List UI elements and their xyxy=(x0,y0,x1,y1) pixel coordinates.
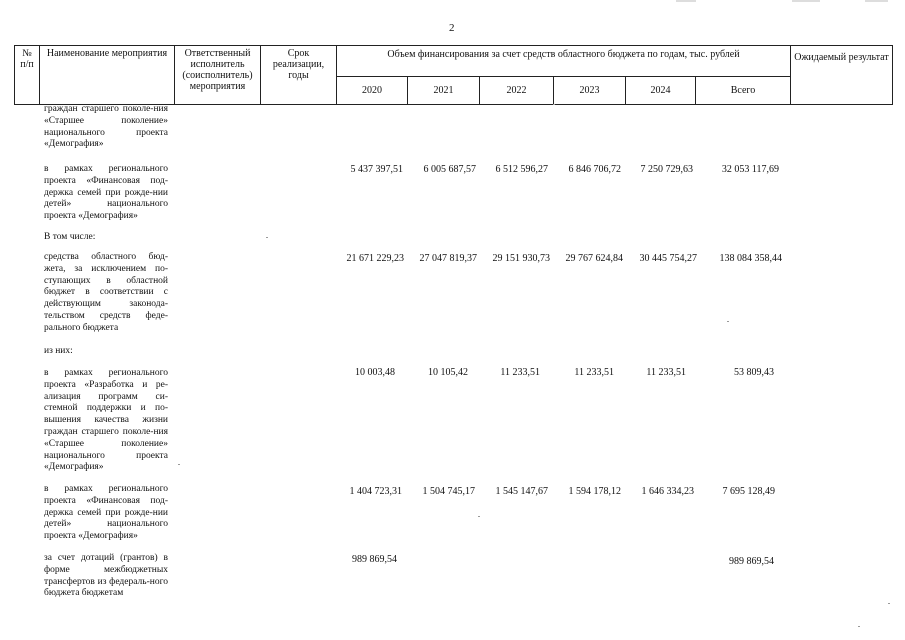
cell-2022: 6 512 596,27 xyxy=(495,164,548,175)
cell-2024: 11 233,51 xyxy=(646,367,686,378)
scan-speck xyxy=(266,237,268,238)
header-year-total: Всего xyxy=(696,77,791,105)
cell-2024: 7 250 729,63 xyxy=(640,164,693,175)
header-col-funding: Объем финансирования за счет средств областного бюджета по годам, тыс. рублей xyxy=(337,46,791,77)
cell-2023: 6 846 706,72 xyxy=(568,164,621,175)
cell-total: 53 809,43 xyxy=(734,367,774,378)
cell-2021: 1 504 745,17 xyxy=(422,486,475,497)
scan-speck xyxy=(478,516,480,517)
cell-2020: 10 003,48 xyxy=(355,367,395,378)
header-col-term: Срок реализации, годы xyxy=(261,46,337,105)
cell-2024: 1 646 334,23 xyxy=(641,486,694,497)
cell-2020: 21 671 229,23 xyxy=(346,253,404,264)
cell-2020: 989 869,54 xyxy=(352,554,397,565)
row-name: из них: xyxy=(44,346,73,356)
header-year-2022: 2022 xyxy=(480,77,554,105)
cell-total: 989 869,54 xyxy=(729,556,774,567)
row-name: граждан старшего поколе-ния «Старшее поколение» национального проекта «Демография» xyxy=(44,104,168,150)
header-col-num: № п/п xyxy=(15,46,40,105)
header-col-executor: Ответственный исполнитель (соисполнитель) мероприятия xyxy=(175,46,261,105)
scan-speck xyxy=(727,321,729,322)
cell-2022: 29 151 930,73 xyxy=(492,253,550,264)
scan-speck xyxy=(553,104,555,105)
row-name: В том числе: xyxy=(44,232,96,242)
header-year-2023: 2023 xyxy=(554,77,626,105)
header-year-2020: 2020 xyxy=(337,77,408,105)
header-col-name: Наименование мероприятия xyxy=(40,46,175,105)
cell-total: 32 053 117,69 xyxy=(721,164,779,175)
cell-2021: 10 105,42 xyxy=(428,367,468,378)
header-year-2021: 2021 xyxy=(408,77,480,105)
cell-2023: 11 233,51 xyxy=(574,367,614,378)
cell-total: 7 695 128,49 xyxy=(722,486,775,497)
cell-2023: 29 767 624,84 xyxy=(565,253,623,264)
header-col-result: Ожидаемый результат xyxy=(791,46,893,105)
row-name: в рамках регионального проекта «Разработка и ре-ализация программ си-стемной поддержки и по-вышения качества жизни граждан старшего поколе-ния «Старшее поколение» национального проекта «Демография» xyxy=(44,368,168,473)
cell-total: 138 084 358,44 xyxy=(719,253,782,264)
cell-2022: 11 233,51 xyxy=(500,367,540,378)
cell-2024: 30 445 754,27 xyxy=(639,253,697,264)
page-number: 2 xyxy=(449,22,455,34)
cell-2021: 6 005 687,57 xyxy=(423,164,476,175)
scan-speck xyxy=(858,626,860,627)
scan-speck xyxy=(178,464,180,465)
cell-2021: 27 047 819,37 xyxy=(419,253,477,264)
cell-2022: 1 545 147,67 xyxy=(495,486,548,497)
cell-2020: 1 404 723,31 xyxy=(349,486,402,497)
row-name: в рамках регионального проекта «Финансовая под-держка семей при рожде-нии детей» национального проекта «Демография» xyxy=(44,484,168,542)
row-name: в рамках регионального проекта «Финансовая под-держка семей при рожде-нии детей» национального проекта «Демография» xyxy=(44,164,168,222)
row-name: за счет дотаций (грантов) в форме межбюджетных трансфертов из федераль-ного бюджета бюджетам xyxy=(44,553,168,599)
cell-2023: 1 594 178,12 xyxy=(568,486,621,497)
header-year-2024: 2024 xyxy=(626,77,696,105)
scan-speck xyxy=(888,603,890,604)
row-name: средства областного бюд-жета, за исключением по-ступающих в областной бюджет в соответствии с действующим законода-тельством средств феде-рального бюджета xyxy=(44,252,168,333)
cell-2020: 5 437 397,51 xyxy=(350,164,403,175)
